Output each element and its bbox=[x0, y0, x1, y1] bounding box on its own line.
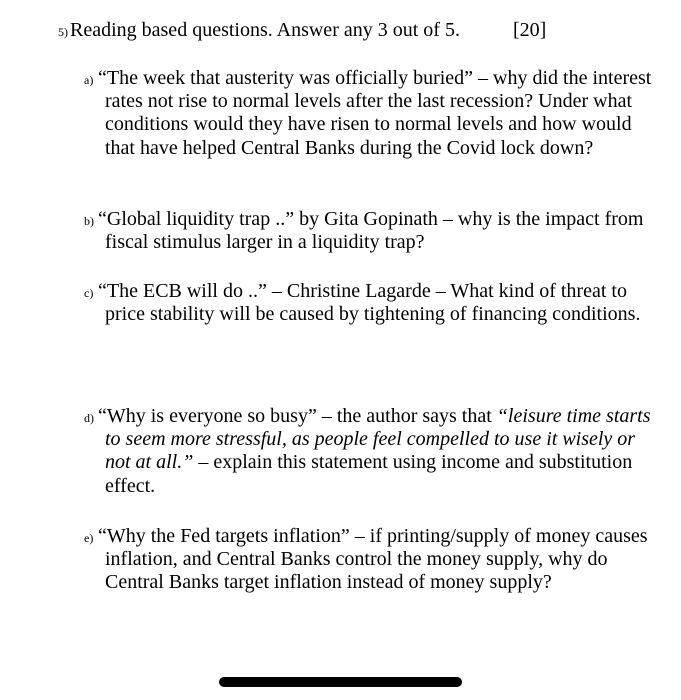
marks-label: [20] bbox=[513, 19, 547, 41]
question-letter: e) bbox=[84, 531, 94, 545]
question-letter: a) bbox=[84, 73, 94, 87]
question-text: “The ECB will do ..” – Christine Lagarde – What kind of threat to price stability will be caused by tightening of financing conditions. bbox=[98, 280, 641, 326]
question-text: “The week that austerity was officially buried” – why did the interest rates not rise to normal levels after the last recession? Under what conditions would they have risen to normal levels and how would that have helped Central Banks during the Covid lock down? bbox=[98, 67, 652, 159]
question-b bbox=[84, 208, 654, 254]
question-number: 5) bbox=[58, 25, 68, 39]
question-title: Reading based questions. Answer any 3 out of 5. bbox=[70, 19, 460, 41]
quoted-text: “leisure time starts to seem more stressful, as people feel compelled to use it wisely or not at all.” bbox=[105, 405, 651, 474]
question-text-part: “Why is everyone so busy” – the author says that bbox=[98, 405, 497, 427]
question-letter: b) bbox=[84, 214, 94, 228]
question-letter: d) bbox=[84, 411, 94, 425]
question-a bbox=[84, 67, 654, 160]
question-text: “Why the Fed targets inflation” – if printing/supply of money causes inflation, and Central Banks control the money supply, why do Central Banks target inflation instead of money supply? bbox=[98, 525, 648, 594]
question-e bbox=[84, 525, 654, 595]
question-letter: c) bbox=[84, 286, 94, 300]
question-heading bbox=[58, 17, 547, 45]
question-c bbox=[84, 280, 654, 326]
question-text-part: – explain this statement using income and substitution effect. bbox=[105, 451, 633, 497]
home-indicator-bar[interactable] bbox=[219, 677, 462, 687]
question-d bbox=[84, 405, 654, 498]
question-text bbox=[98, 405, 654, 498]
question-text: “Global liquidity trap ..” by Gita Gopinath – why is the impact from fiscal stimulus larger in a liquidity trap? bbox=[98, 208, 644, 254]
